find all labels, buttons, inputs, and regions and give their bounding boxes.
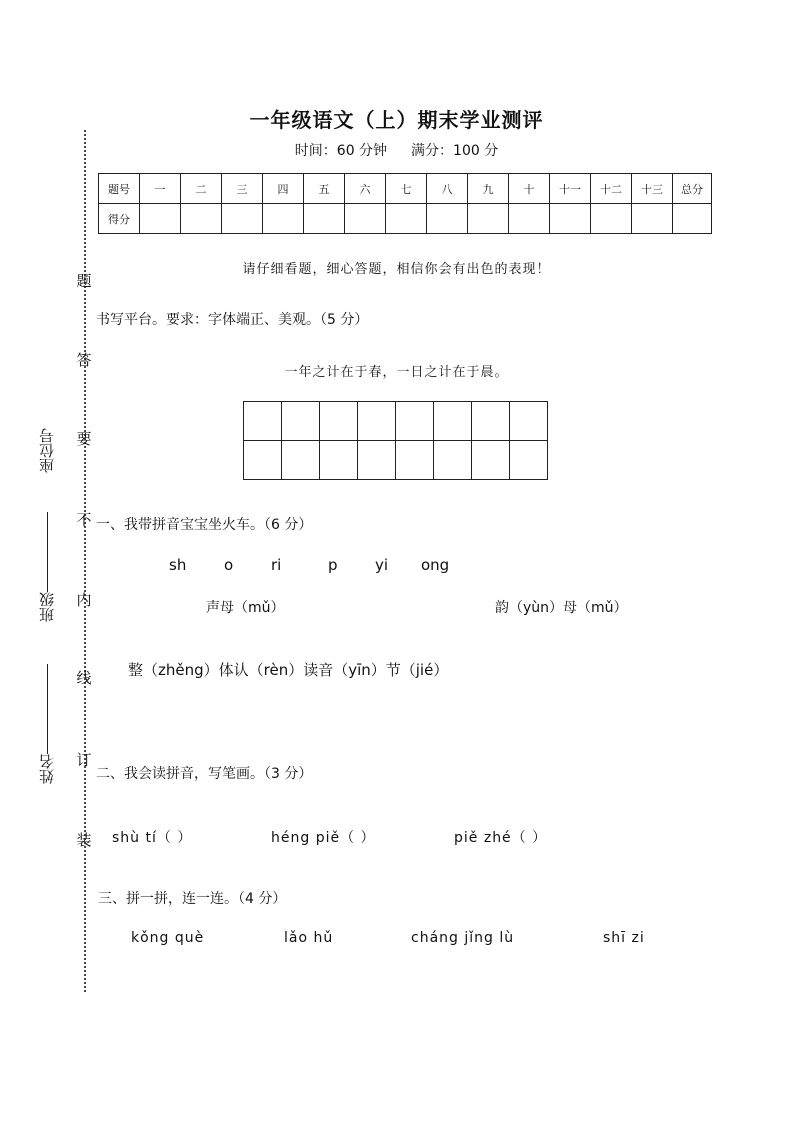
writing-cell[interactable]	[358, 402, 396, 441]
score-col-header: 十一	[550, 174, 591, 204]
writing-section-title: 书写平台。要求：字体端正、美观。（5 分）	[96, 312, 369, 328]
writing-cell[interactable]	[472, 402, 510, 441]
q1-finals-label: 韵（yùn）母（mǔ）	[495, 600, 628, 616]
score-cell[interactable]	[304, 204, 345, 234]
score-cell[interactable]	[550, 204, 591, 234]
writing-cell[interactable]	[396, 441, 434, 480]
score-cell[interactable]	[386, 204, 427, 234]
binding-char-bu: 不	[76, 511, 92, 529]
writing-cell[interactable]	[320, 441, 358, 480]
class-label: 班级	[37, 592, 56, 622]
writing-cell[interactable]	[358, 441, 396, 480]
name-underline	[47, 664, 48, 754]
score-table	[98, 173, 712, 234]
score-cell[interactable]	[632, 204, 673, 234]
q3-item[interactable]: cháng jǐng lù	[411, 930, 515, 946]
score-col-header: 三	[222, 174, 263, 204]
name-label: 姓名	[37, 754, 56, 784]
score-cell[interactable]	[222, 204, 263, 234]
q1-initials-label: 声母（mǔ）	[206, 600, 285, 616]
writing-cell[interactable]	[472, 441, 510, 480]
exam-title: 一年级语文（上）期末学业测评	[249, 108, 544, 132]
writing-cell[interactable]	[434, 402, 472, 441]
encouragement-tip: 请仔细看题，细心答题，相信你会有出色的表现！	[242, 262, 551, 277]
score-table-row1-label: 题号	[99, 174, 140, 204]
q1-syllable: yi	[375, 556, 389, 574]
binding-char-ding: 订	[76, 751, 92, 769]
exam-time: 时间：60 分钟	[294, 143, 388, 159]
writing-cell[interactable]	[244, 402, 282, 441]
writing-grid-row	[244, 441, 548, 480]
q1-syllable: p	[328, 556, 338, 574]
writing-cell[interactable]	[282, 441, 320, 480]
exam-full-score: 满分：100 分	[411, 143, 499, 159]
score-cell[interactable]	[591, 204, 632, 234]
score-cell[interactable]	[181, 204, 222, 234]
score-cell[interactable]	[427, 204, 468, 234]
score-col-header: 总分	[673, 174, 712, 204]
score-col-header: 十	[509, 174, 550, 204]
q1-syllable: ong	[421, 556, 450, 574]
binding-char-zhuang: 装	[76, 831, 92, 849]
writing-sentence: 一年之计在于春，一日之计在于晨。	[284, 365, 509, 380]
writing-cell[interactable]	[244, 441, 282, 480]
score-col-header: 四	[263, 174, 304, 204]
score-col-header: 十二	[591, 174, 632, 204]
score-cell[interactable]	[673, 204, 712, 234]
score-col-header: 一	[140, 174, 181, 204]
writing-cell[interactable]	[510, 441, 548, 480]
seat-number-field[interactable]	[38, 428, 56, 473]
score-col-header: 七	[386, 174, 427, 204]
score-cell[interactable]	[140, 204, 181, 234]
score-col-header: 九	[468, 174, 509, 204]
q3-item[interactable]: shī zi	[603, 930, 645, 946]
q1-syllable: sh	[169, 556, 187, 574]
q1-title: 一、我带拼音宝宝坐火车。（6 分）	[96, 517, 313, 533]
q1-syllable: ri	[271, 556, 282, 574]
writing-grid[interactable]	[243, 401, 548, 480]
binding-char-da: 答	[76, 351, 92, 369]
q1-whole-syllables-label: 整（zhěng）体认（rèn）读音（yīn）节（jié）	[128, 661, 449, 679]
binding-char-ti: 题	[76, 272, 92, 290]
q3-item[interactable]: lǎo hǔ	[284, 930, 334, 946]
binding-char-xian: 线	[76, 669, 92, 687]
writing-cell[interactable]	[282, 402, 320, 441]
writing-grid-row	[244, 402, 548, 441]
score-cell[interactable]	[345, 204, 386, 234]
writing-cell[interactable]	[434, 441, 472, 480]
score-col-header: 五	[304, 174, 345, 204]
score-col-header: 八	[427, 174, 468, 204]
binding-char-nei: 内	[76, 591, 92, 609]
q1-syllable: o	[224, 556, 234, 574]
score-cell[interactable]	[263, 204, 304, 234]
class-underline	[47, 512, 48, 592]
writing-cell[interactable]	[510, 402, 548, 441]
exam-subtitle	[0, 140, 793, 160]
score-table-header-row	[99, 174, 712, 204]
name-field[interactable]	[38, 660, 56, 784]
class-field[interactable]	[38, 508, 56, 622]
writing-cell[interactable]	[320, 402, 358, 441]
score-cell[interactable]	[468, 204, 509, 234]
score-col-header: 十三	[632, 174, 673, 204]
q2-item[interactable]: shù tí（ ）	[112, 830, 193, 846]
q2-item[interactable]: piě zhé（ ）	[454, 830, 548, 846]
score-cell[interactable]	[509, 204, 550, 234]
writing-cell[interactable]	[396, 402, 434, 441]
score-table-row2-label: 得分	[99, 204, 140, 234]
score-col-header: 六	[345, 174, 386, 204]
q2-title: 二、我会读拼音，写笔画。（3 分）	[96, 766, 313, 782]
seat-number-label: 座位号	[37, 428, 56, 473]
q3-title: 三、拼一拼，连一连。（4 分）	[98, 891, 287, 907]
score-table-score-row	[99, 204, 712, 234]
q3-item[interactable]: kǒng què	[131, 930, 205, 946]
q2-item[interactable]: héng piě（ ）	[271, 830, 376, 846]
binding-char-yao: 要	[76, 430, 92, 448]
score-col-header: 二	[181, 174, 222, 204]
